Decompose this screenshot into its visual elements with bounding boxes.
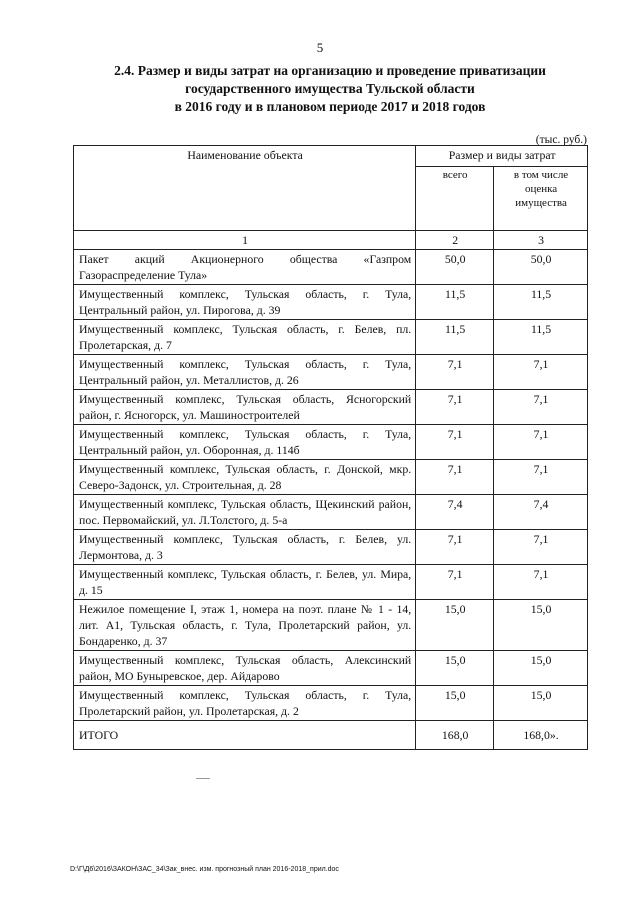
object-name-cell: Имущественный комплекс, Тульская область, Щекинский район, пос. Первомайский, ул. Л.Толстого, д. 5-а <box>74 495 416 530</box>
total-cost-cell: 7,1 <box>416 425 494 460</box>
units-label: (тыс. руб.) <box>535 134 587 146</box>
object-name-cell: Имущественный комплекс, Тульская область, г. Белев, пл. Пролетарская, д. 7 <box>74 320 416 355</box>
footer-dash <box>196 778 210 779</box>
table-row <box>74 651 588 686</box>
total-cost-cell: 7,1 <box>416 390 494 425</box>
title-line-2: государственного имущества Тульской области <box>185 81 475 96</box>
table-row <box>74 355 588 390</box>
object-name-cell: Имущественный комплекс, Тульская область, г. Тула, Центральный район, ул. Оборонная, д. 114б <box>74 425 416 460</box>
table-row <box>74 565 588 600</box>
object-name-cell: Имущественный комплекс, Тульская область, г. Тула, Центральный район, ул. Металлистов, д. 26 <box>74 355 416 390</box>
object-name-cell: Имущественный комплекс, Тульская область, г. Тула, Пролетарский район, ул. Пролетарская, д. 2 <box>74 686 416 721</box>
object-name-cell: Имущественный комплекс, Тульская область, г. Белев, ул. Мира, д. 15 <box>74 565 416 600</box>
estimate-cost-cell: 7,1 <box>494 355 588 390</box>
privatization-costs-table <box>73 145 588 750</box>
object-name-cell: Имущественный комплекс, Тульская область, г. Тула, Центральный район, ул. Пирогова, д. 39 <box>74 285 416 320</box>
total-cost-cell: 15,0 <box>416 686 494 721</box>
total-cost-cell: 7,1 <box>416 355 494 390</box>
estimate-cost-cell: 7,1 <box>494 425 588 460</box>
estimate-cost-cell: 11,5 <box>494 285 588 320</box>
object-name-cell: Имущественный комплекс, Тульская область, г. Белев, ул. Лермонтова, д. 3 <box>74 530 416 565</box>
estimate-cost-cell: 15,0 <box>494 600 588 651</box>
column-number-3: 3 <box>494 231 588 250</box>
table-row <box>74 285 588 320</box>
table-row <box>74 425 588 460</box>
header-total: всего <box>416 167 494 231</box>
column-number-2: 2 <box>416 231 494 250</box>
total-cost-cell: 11,5 <box>416 320 494 355</box>
table-row <box>74 686 588 721</box>
header-object-name: Наименование объекта <box>74 146 416 231</box>
table-row <box>74 495 588 530</box>
title-line-1: 2.4. Размер и виды затрат на организацию и проведение приватизации <box>114 63 546 78</box>
estimate-cost-cell: 7,1 <box>494 390 588 425</box>
estimate-cost-cell: 15,0 <box>494 651 588 686</box>
table-row <box>74 390 588 425</box>
table-row <box>74 250 588 285</box>
total-cost-cell: 15,0 <box>416 600 494 651</box>
estimate-cost-cell: 15,0 <box>494 686 588 721</box>
table-row <box>74 320 588 355</box>
estimate-cost-cell: 7,1 <box>494 460 588 495</box>
object-name-cell: Пакет акций Акционерного общества «Газпром Газораспределение Тула» <box>74 250 416 285</box>
total-cost-cell: 7,1 <box>416 460 494 495</box>
column-number-1: 1 <box>74 231 416 250</box>
estimate-cost-cell: 7,1 <box>494 565 588 600</box>
table-row <box>74 530 588 565</box>
total-cost-cell: 11,5 <box>416 285 494 320</box>
object-name-cell: Имущественный комплекс, Тульская область, Алексинский район, МО Буныревское, дер. Айдарово <box>74 651 416 686</box>
page-number: 5 <box>316 40 324 55</box>
object-name-cell: Имущественный комплекс, Тульская область, г. Донской, мкр. Северо-Задонск, ул. Строительная, д. 28 <box>74 460 416 495</box>
total-label: ИТОГО <box>74 721 416 750</box>
file-path: D:\Г\Д6\2016\ЗАКОН\ЗАС_34\Зак_внес. изм. прогнозный план 2016-2018_прил.doc <box>70 866 339 873</box>
total-row <box>74 721 588 750</box>
column-number-row <box>74 231 588 250</box>
estimate-cost-cell: 11,5 <box>494 320 588 355</box>
estimate-cost-cell: 7,4 <box>494 495 588 530</box>
table-row <box>74 600 588 651</box>
header-cost-group: Размер и виды затрат <box>416 146 588 167</box>
header-estimate: в том числе оценка имущества <box>494 167 588 231</box>
total-cost-cell: 7,4 <box>416 495 494 530</box>
estimate-sum: 168,0». <box>494 721 588 750</box>
total-cost-cell: 7,1 <box>416 530 494 565</box>
object-name-cell: Имущественный комплекс, Тульская область, Ясногорский район, г. Ясногорск, ул. Машиностроителей <box>74 390 416 425</box>
estimate-cost-cell: 7,1 <box>494 530 588 565</box>
object-name-cell: Нежилое помещение I, этаж 1, номера на поэт. плане № 1 - 14, лит. А1, Тульская область, г. Тула, Пролетарский район, ул. Бондаренко, д. 37 <box>74 600 416 651</box>
total-cost-cell: 50,0 <box>416 250 494 285</box>
total-cost-cell: 7,1 <box>416 565 494 600</box>
total-cost-cell: 15,0 <box>416 651 494 686</box>
section-title <box>70 62 590 116</box>
total-sum: 168,0 <box>416 721 494 750</box>
table-row <box>74 460 588 495</box>
estimate-cost-cell: 50,0 <box>494 250 588 285</box>
title-line-3: в 2016 году и в плановом периоде 2017 и 2018 годов <box>174 99 486 114</box>
